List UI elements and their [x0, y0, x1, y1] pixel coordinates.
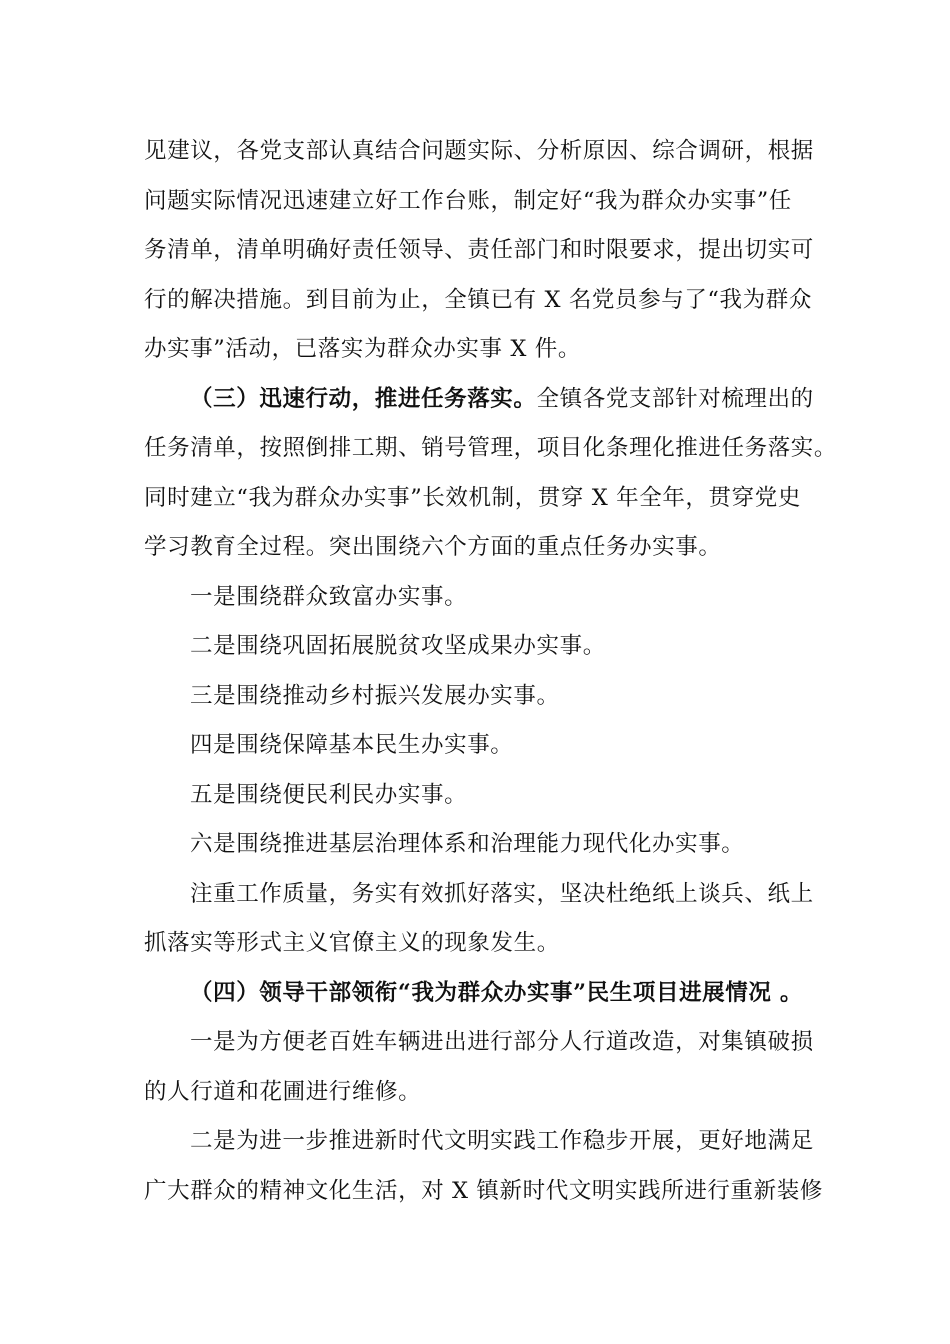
paragraph-line: 的人行道和花圃进行维修。 [144, 1079, 422, 1105]
section-4-heading: （四）领导干部领衔“我为群众办实事”民生项目进展情况 。 [190, 980, 804, 1006]
paragraph-line: 学习教育全过程。突出围绕六个方面的重点任务办实事。 [144, 534, 722, 560]
paragraph-line: 一是为方便老百姓车辆进出进行部分人行道改造，对集镇破损 [190, 1029, 814, 1055]
focus-item: 四是围绕保障基本民生办实事。 [190, 732, 514, 758]
focus-item: 二是围绕巩固拓展脱贫攻坚成果办实事。 [190, 633, 606, 659]
paragraph-line: 注重工作质量，务实有效抓好落实，坚决杜绝纸上谈兵、纸上 [190, 881, 814, 907]
paragraph-line: 务清单，清单明确好责任领导、责任部门和时限要求，提出切实可 [144, 237, 814, 263]
paragraph-line: 问题实际情况迅速建立好工作台账，制定好“我为群众办实事”任 [144, 188, 792, 214]
section-3-heading: （三）迅速行动，推进任务落实。 [190, 386, 537, 412]
paragraph-line: 办实事”活动，已落实为群众办实事 X 件。 [144, 336, 581, 362]
focus-item: 五是围绕便民利民办实事。 [190, 782, 468, 808]
paragraph-line: 见建议，各党支部认真结合问题实际、分析原因、综合调研，根据 [144, 138, 814, 164]
paragraph-line: 同时建立“我为群众办实事”长效机制，贯穿 X 年全年，贯穿党史 [144, 485, 801, 511]
paragraph-line: 抓落实等形式主义官僚主义的现象发生。 [144, 930, 560, 956]
paragraph-line: 任务清单，按照倒排工期、销号管理，项目化条理化推进任务落实。 [144, 435, 838, 461]
section-3-intro: 全镇各党支部针对梳理出的 [536, 386, 814, 412]
focus-item: 六是围绕推进基层治理体系和治理能力现代化办实事。 [190, 831, 745, 857]
paragraph-line: 行的解决措施。到目前为止，全镇已有 X 名党员参与了“我为群众 [144, 287, 812, 313]
paragraph-line: 二是为进一步推进新时代文明实践工作稳步开展，更好地满足 [190, 1128, 814, 1154]
paragraph-line: 广大群众的精神文化生活，对 X 镇新时代文明实践所进行重新装修 [144, 1178, 823, 1204]
focus-item: 三是围绕推动乡村振兴发展办实事。 [190, 683, 560, 709]
section-3-first-line [190, 383, 814, 415]
focus-item: 一是围绕群众致富办实事。 [190, 584, 468, 610]
